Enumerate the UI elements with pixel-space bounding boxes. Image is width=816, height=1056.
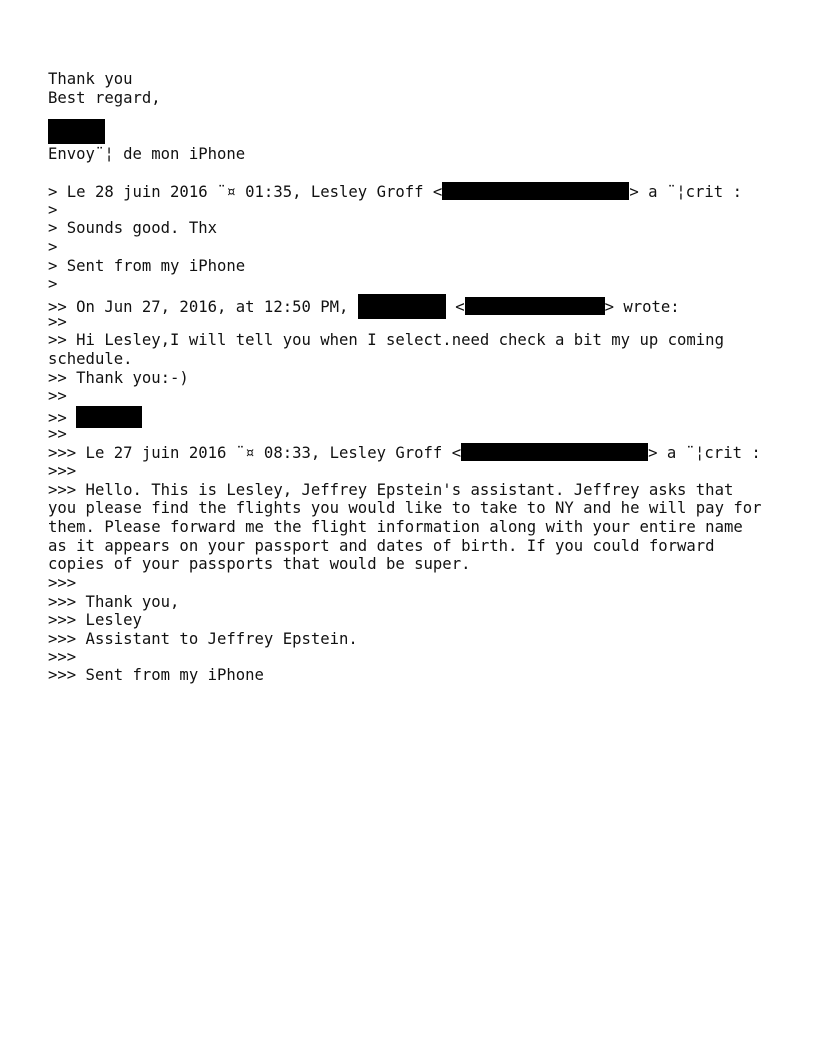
quote-marker: >>>	[48, 648, 77, 666]
thanks-line: Thank you	[48, 70, 133, 88]
device-signature: Envoy¨¦ de mon iPhone	[48, 145, 246, 163]
redaction-block	[465, 297, 605, 315]
quote-marker: >>	[48, 313, 67, 331]
reply2-header-mid: <	[445, 298, 465, 316]
quote-marker: >	[48, 238, 58, 256]
reply3-title: >>> Assistant to Jeffrey Epstein.	[48, 630, 358, 648]
reply2-header	[48, 294, 680, 319]
reply1-sent-from: > Sent from my iPhone	[48, 257, 246, 275]
closing-line: Best regard,	[48, 89, 161, 107]
reply1-header-suffix: > a ¨¦crit :	[629, 183, 742, 201]
reply3-header-suffix: > a ¨¦crit :	[648, 444, 761, 462]
redaction-block	[461, 443, 648, 461]
reply3-name: >>> Lesley	[48, 611, 142, 629]
redaction-block	[48, 119, 105, 144]
quote-marker: >>>	[48, 574, 77, 592]
reply2-body-line: >> Hi Lesley,I will tell you when I select.need check a bit my up coming	[48, 331, 724, 349]
quote-marker: >	[48, 275, 58, 293]
quote-marker: >>>	[48, 462, 77, 480]
reply1-body: > Sounds good. Thx	[48, 219, 217, 237]
reply2-thanks: >> Thank you:-)	[48, 369, 189, 387]
reply3-thanks: >>> Thank you,	[48, 593, 180, 611]
redaction-block	[358, 294, 446, 319]
reply3-body-line: as it appears on your passport and dates of birth. If you could forward	[48, 537, 715, 555]
reply3-header-prefix: >>> Le 27 juin 2016 ¨¤ 08:33, Lesley Groff <	[48, 444, 462, 462]
reply3-body-line: >>> Hello. This is Lesley, Jeffrey Epstein's assistant. Jeffrey asks that	[48, 481, 734, 499]
reply3-body-line: you please find the flights you would like to take to NY and he will pay for	[48, 499, 762, 517]
reply1-header	[48, 182, 742, 201]
reply2-sig-prefix: >>	[48, 409, 77, 427]
quote-marker: >>	[48, 387, 67, 405]
reply2-header-prefix: >> On Jun 27, 2016, at 12:50 PM,	[48, 298, 358, 316]
redaction-block	[76, 406, 142, 428]
quote-marker: >	[48, 201, 58, 219]
reply2-body-line: schedule.	[48, 350, 133, 368]
reply1-header-prefix: > Le 28 juin 2016 ¨¤ 01:35, Lesley Groff <	[48, 183, 443, 201]
reply3-body-line: them. Please forward me the flight information along with your entire name	[48, 518, 743, 536]
redaction-block	[442, 182, 629, 200]
reply3-header	[48, 443, 761, 462]
quote-marker: >>	[48, 425, 67, 443]
reply3-sent-from: >>> Sent from my iPhone	[48, 666, 264, 684]
reply2-header-suffix: > wrote:	[604, 298, 680, 316]
reply3-body-line: copies of your passports that would be super.	[48, 555, 471, 573]
redacted-sender-name-line	[48, 119, 105, 145]
